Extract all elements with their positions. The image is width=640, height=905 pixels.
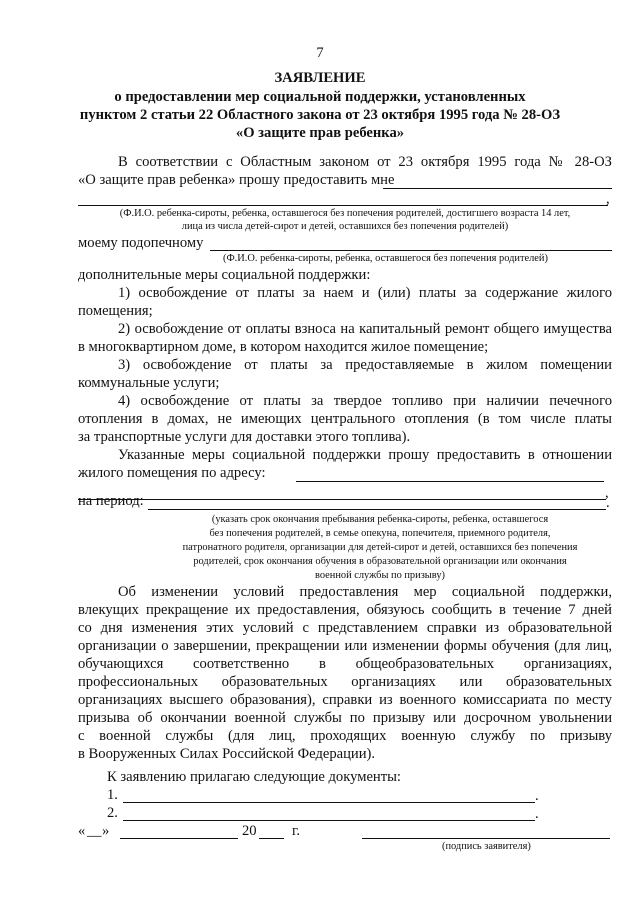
obligation-line-8: призыва об окончании военной службы по призыву или досрочном увольнении bbox=[78, 710, 612, 726]
measure-4-line-1: 4) освобождение от платы за твердое топливо при наличии печечного bbox=[118, 393, 612, 409]
attachment-1-line[interactable] bbox=[123, 802, 535, 803]
period-hint-5: военной службы по призыву) bbox=[315, 570, 445, 581]
ward-name-line[interactable] bbox=[210, 250, 612, 251]
date-year-line[interactable] bbox=[259, 838, 284, 839]
obligation-line-1: Об изменении условий предоставления мер социальной поддержки, bbox=[118, 584, 612, 600]
obligation-line-2: влекущих прекращение их предоставления, обязуюсь сообщить в течение 7 дней bbox=[78, 602, 612, 618]
fio-hint-line-1: (Ф.И.О. ребенка-сироты, ребенка, оставшегося без попечения родителей, достигшего возраста 14 лет, bbox=[119, 208, 571, 219]
measure-1-line-2: помещения; bbox=[78, 303, 153, 319]
intro-line-1: В соответствии с Областным законом от 23 октября 1995 года № 28-ОЗ bbox=[118, 154, 612, 170]
period-hint-2: без попечения родителей, в семье опекуна, попечителя, приемного родителя, bbox=[209, 528, 551, 539]
fio-hint-line-2: лица из числа детей-сирот и детей, оставшихся без попечения родителей) bbox=[181, 221, 509, 232]
obligation-line-4: организации о завершении, прекращении или изменении формы обучения (для лиц, bbox=[78, 638, 612, 654]
date-open-quote: « bbox=[78, 823, 86, 839]
intro-line-2: «О защите прав ребенка» прошу предоставить мне bbox=[78, 172, 395, 188]
measure-2-line-2: в многоквартирном доме, в котором находится жилое помещение; bbox=[78, 339, 489, 355]
signature-hint: (подпись заявителя) bbox=[442, 841, 531, 852]
obligation-line-9: с военной службы (для лиц, проходящих военную службу по призыву bbox=[78, 728, 612, 744]
address-field-line-2[interactable] bbox=[78, 499, 606, 500]
subtitle-line-1: о предоставлении мер социальной поддержки, установленных bbox=[114, 89, 526, 105]
attachment-1-number: 1. bbox=[107, 787, 118, 803]
date-year-suffix: г. bbox=[292, 823, 300, 839]
date-close-quote: » bbox=[102, 823, 110, 839]
signature-line[interactable] bbox=[362, 838, 610, 839]
period-hint-3: патронатного родителя, организации для детей-сирот и детей, оставшихся без попечения bbox=[182, 542, 578, 553]
measure-1-line-1: 1) освобождение от платы за наем и (или) платы за содержание жилого bbox=[118, 285, 612, 301]
obligation-line-10: в Вооруженных Силах Российской Федерации). bbox=[78, 746, 376, 762]
application-form-page: 7 ЗАЯВЛЕНИЕ о предоставлении мер социальной поддержки, установленных пунктом 2 статьи 22 Областного закона от 23 октября 1995 года № 28-ОЗ «О защите прав ребенка» В соответствии с Областным законом от 23 октября 1995 года № 28-ОЗ «О защите прав ребенка» прошу предоставить мне , (Ф.И.О. ребенка-сироты, ребенка, оставшегося без попечения родителей, достигшего возраста 14 лет, лица из числа детей-сирот и детей, оставшихся без попечения родителей) моему подопечному (Ф.И.О. ребенка-сироты, ребенка, оставшегося без попечения родителей) дополнительные меры социальной поддержки: 1) освобождение от платы за наем и (или) платы за содержание жилого помещения; 2) освобождение от оплаты взноса на капитальный ремонт общего имущества в многоквартирном доме, в котором находится жилое помещение; 3) освобождение от платы за предоставляемые в жилом помещении коммунальные услуги; 4) освобождение от платы за твердое топливо при наличии печечного отопления в домах, не имеющих центрального отопления (в том числе платы за транспортные услуги для доставки этого топлива). Указанные меры социальной поддержки прошу предоставить в отношении жилого помещения по адресу: , на период: . (указать срок окончания пребывания ребенка-сироты, ребенка, оставшегося без попечения родителей, в семье опекуна, попечителя, приемного родителя, патронатного родителя, организации для детей-сирот и детей, оставшихся без попечения родителей, срок окончания обучения в образовательной организации или окончания военной службы по призыву) Об изменении условий предоставления мер социальной поддержки, влекущих прекращение их предоставления, обязуюсь сообщить в течение 7 дней со дня изменения этих условий с представлением справки из образовательной организации о завершении, прекращении или изменении формы обучения (для лиц, обучающихся соответственно в общеобразовательных организациях, профессиональных образовательных организациях или образовательных организациях высшего образования), справки из военного комиссариата по месту призыва об окончании военной службы по призыву или досрочном увольнении с военной службы (для лиц, проходящих военную службу по призыву в Вооруженных Силах Российской Федерации). К заявлению прилагаю следующие документы: 1. . 2. . « __ » 20 г. (подпись заявителя) bbox=[0, 0, 640, 905]
measure-2-line-1: 2) освобождение от оплаты взноса на капитальный ремонт общего имущества bbox=[118, 321, 612, 337]
attachment-2-number: 2. bbox=[107, 805, 118, 821]
applicant-name-line-2[interactable] bbox=[78, 205, 608, 206]
page-number: 7 bbox=[316, 45, 324, 61]
period-hint-1: (указать срок окончания пребывания ребенка-сироты, ребенка, оставшегося bbox=[211, 514, 549, 525]
attachments-label: К заявлению прилагаю следующие документы: bbox=[107, 769, 401, 785]
subtitle-line-2: пунктом 2 статьи 22 Областного закона от 23 октября 1995 года № 28-ОЗ bbox=[79, 107, 561, 123]
obligation-line-7: организациях высшего образования), справки из военного комиссариата по месту bbox=[78, 692, 612, 708]
fio-hint-2: (Ф.И.О. ребенка-сироты, ребенка, оставшегося без попечения родителей) bbox=[223, 253, 548, 264]
obligation-line-3: со дня изменения этих условий с представлением справки из образовательной bbox=[78, 620, 612, 636]
period-label: на период: bbox=[78, 493, 144, 509]
subtitle-line-3: «О защите прав ребенка» bbox=[235, 125, 405, 141]
applicant-name-line[interactable] bbox=[383, 188, 612, 189]
obligation-line-5: обучающихся соответственно в общеобразовательных организациях, bbox=[78, 656, 612, 672]
period-field-line[interactable] bbox=[148, 509, 606, 510]
ward-label: моему подопечному bbox=[78, 235, 204, 251]
attachment-2-line[interactable] bbox=[123, 820, 535, 821]
measure-3-line-2: коммунальные услуги; bbox=[78, 375, 220, 391]
address-line-2: жилого помещения по адресу: bbox=[78, 465, 266, 481]
measures-label: дополнительные меры социальной поддержки: bbox=[78, 267, 371, 283]
date-day-blank[interactable]: __ bbox=[87, 823, 102, 839]
document-title: ЗАЯВЛЕНИЕ bbox=[274, 70, 366, 86]
date-year-prefix: 20 bbox=[242, 823, 257, 839]
date-month-line[interactable] bbox=[120, 838, 238, 839]
address-field-line[interactable] bbox=[296, 481, 604, 482]
address-line-1: Указанные меры социальной поддержки прошу предоставить в отношении bbox=[118, 447, 612, 463]
measure-4-line-2: отопления в домах, не имеющих центрального отопления (в том числе платы bbox=[78, 411, 612, 427]
obligation-line-6: профессиональных образовательных организациях или образовательных bbox=[78, 674, 612, 690]
period-hint-4: родителей, срок окончания обучения в образовательной организации или окончания bbox=[193, 556, 567, 567]
measure-3-line-1: 3) освобождение от платы за предоставляемые в жилом помещении bbox=[118, 357, 612, 373]
measure-4-line-3: за транспортные услуги для доставки этого топлива). bbox=[78, 429, 411, 445]
